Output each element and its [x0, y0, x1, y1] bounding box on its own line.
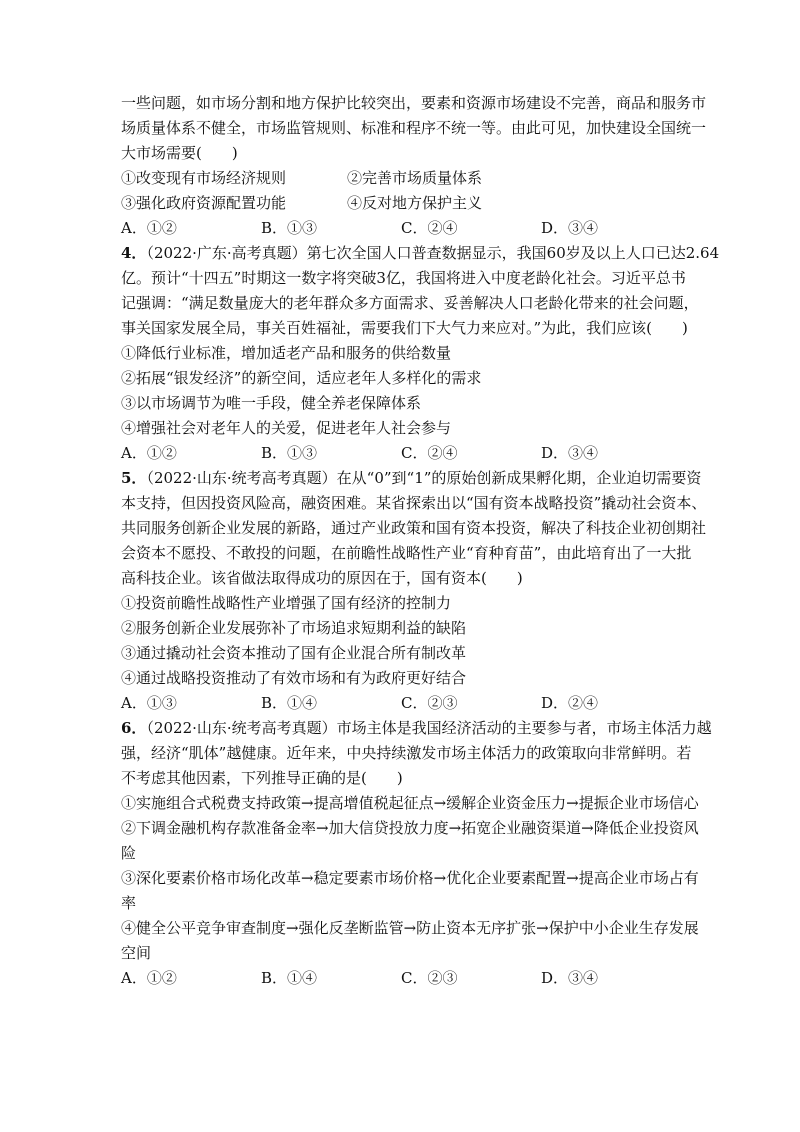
q6-statement: ①实施组合式税费支持政策→提高增值税起征点→缓解企业资金压力→提振企业市场信心 — [121, 794, 699, 812]
q3-option-c[interactable]: C．②④ — [401, 219, 458, 237]
question-5 — [121, 466, 707, 716]
q5-option-d[interactable]: D．②④ — [541, 694, 599, 712]
q3-option-a[interactable]: A．①② — [121, 219, 177, 237]
q5-stem-line — [121, 466, 702, 491]
q3-stem-line: 大市场需要( ) — [121, 144, 238, 162]
q3-statement: ①改变现有市场经济规则 — [121, 169, 287, 187]
q4-option-c[interactable]: C．②④ — [401, 444, 458, 462]
q3-statements-row — [121, 166, 681, 191]
q5-option-c[interactable]: C．②③ — [401, 694, 458, 712]
q4-number: 4． — [121, 244, 147, 262]
question-3 — [121, 91, 707, 241]
q5-statement: ②服务创新企业发展弥补了市场追求短期利益的缺陷 — [121, 619, 467, 637]
q4-statement: ③以市场调节为唯一手段，健全养老保障体系 — [121, 394, 422, 412]
q3-stem-line: 场质量体系不健全，市场监管规则、标准和程序不统一等。由此可见，加快建设全国统一 — [121, 119, 707, 137]
q5-option-b[interactable]: B．①④ — [261, 694, 318, 712]
q5-options — [121, 691, 681, 716]
q5-number: 5． — [121, 469, 147, 487]
q4-options — [121, 441, 681, 466]
q6-statement: ③深化要素价格市场化改革→稳定要素市场价格→优化企业要素配置→提高企业市场占有 — [121, 869, 699, 887]
q6-statement: ④健全公平竞争审查制度→强化反垄断监管→防止资本无序扩张→保护中小企业生存发展 — [121, 919, 699, 937]
q5-stem-text: （2022·山东·统考高考真题）在从“0”到“1”的原始创新成果孵化期，企业迫切需要资 — [146, 469, 702, 487]
q5-stem-line: 共同服务创新企业发展的新路，通过产业政策和国有资本投资，解决了科技企业初创期社 — [121, 519, 707, 537]
q6-number: 6． — [121, 719, 147, 737]
q3-statements-row — [121, 191, 681, 216]
q5-stem-line: 本支持，但因投资风险高，融资困难。某省探索出以“国有资本战略投资”撬动社会资本、 — [121, 494, 707, 512]
q4-option-a[interactable]: A．①② — [121, 444, 177, 462]
q4-stem-line — [121, 241, 720, 266]
question-6 — [121, 716, 712, 991]
q5-option-a[interactable]: A．①③ — [121, 694, 177, 712]
q3-options — [121, 216, 681, 241]
question-4 — [121, 241, 720, 466]
q5-stem-line: 会资本不愿投、不敢投的问题，在前瞻性战略性产业“育种育苗”，由此培育出了一大批 — [121, 544, 692, 562]
q4-stem-line: 记强调：“满足数量庞大的老年群众多方面需求、妥善解决人口老龄化带来的社会问题， — [121, 294, 699, 312]
q3-statement: ③强化政府资源配置功能 — [121, 194, 287, 212]
q4-stem-text: （2022·广东·高考真题）第七次全国人口普查数据显示，我国60岁及以上人口已达2.64 — [146, 244, 720, 262]
q6-statement: ②下调金融机构存款准备金率→加大信贷投放力度→拓宽企业融资渠道→降低企业投资风 — [121, 819, 699, 837]
q6-statement: 率 — [121, 894, 137, 912]
q6-option-d[interactable]: D．③④ — [541, 969, 599, 987]
exam-page — [121, 91, 720, 991]
q6-option-c[interactable]: C．②③ — [401, 969, 458, 987]
q4-statement: ②拓展“银发经济”的新空间，适应老年人多样化的需求 — [121, 369, 482, 387]
q6-options — [121, 966, 681, 991]
q4-statement: ①降低行业标准，增加适老产品和服务的供给数量 — [121, 344, 452, 362]
q6-stem-text: （2022·山东·统考高考真题）市场主体是我国经济活动的主要参与者，市场主体活力越 — [146, 719, 712, 737]
q5-statement: ①投资前瞻性战略性产业增强了国有经济的控制力 — [121, 594, 452, 612]
q4-stem-line: 事关国家发展全局，事关百姓福祉，需要我们下大气力来应对。”为此，我们应该( ) — [121, 319, 688, 337]
q6-stem-line — [121, 716, 712, 741]
q6-option-b[interactable]: B．①④ — [261, 969, 318, 987]
q4-option-d[interactable]: D．③④ — [541, 444, 599, 462]
q4-statement: ④增强社会对老年人的关爱，促进老年人社会参与 — [121, 419, 452, 437]
q5-stem-line: 高科技企业。该省做法取得成功的原因在于，国有资本( ) — [121, 569, 523, 587]
q3-option-d[interactable]: D．③④ — [541, 219, 599, 237]
q3-statement: ②完善市场质量体系 — [347, 169, 483, 187]
q4-option-b[interactable]: B．①③ — [261, 444, 318, 462]
q3-option-b[interactable]: B．①③ — [261, 219, 318, 237]
q6-statement: 险 — [121, 844, 137, 862]
q6-stem-line: 强，经济“肌体”越健康。近年来，中央持续激发市场主体活力的政策取向非常鲜明。若 — [121, 744, 692, 762]
q3-stem-line: 一些问题，如市场分割和地方保护比较突出，要素和资源市场建设不完善，商品和服务市 — [121, 94, 707, 112]
q5-statement: ③通过撬动社会资本推动了国有企业混合所有制改革 — [121, 644, 467, 662]
q6-stem-line: 不考虑其他因素，下列推导正确的是( ) — [121, 769, 403, 787]
q4-stem-line: 亿。预计“十四五”时期这一数字将突破3亿，我国将进入中度老龄化社会。习近平总书 — [121, 269, 686, 287]
q6-statement: 空间 — [121, 944, 152, 962]
q5-statement: ④通过战略投资推动了有效市场和有为政府更好结合 — [121, 669, 467, 687]
q3-statement: ④反对地方保护主义 — [347, 194, 483, 212]
q6-option-a[interactable]: A．①② — [121, 969, 177, 987]
